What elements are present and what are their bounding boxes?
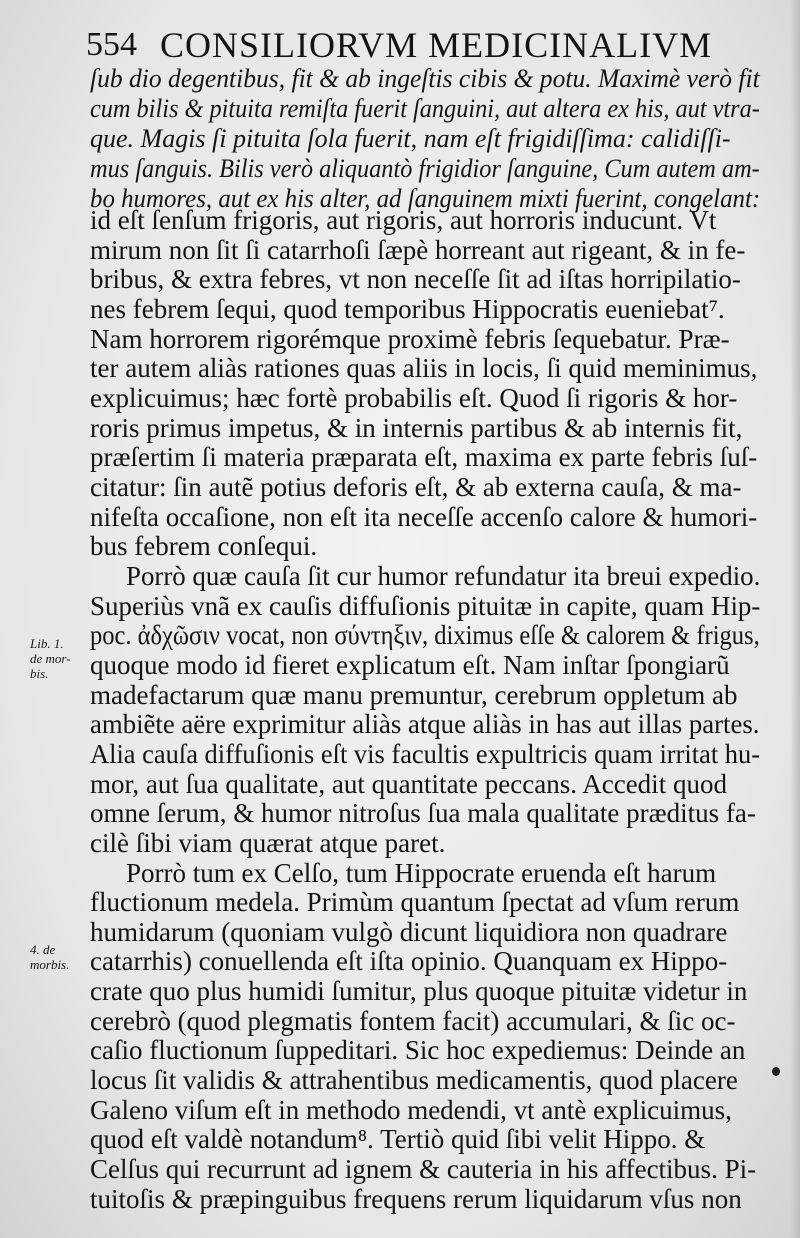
text-line: tuitoſis & præpinguibus frequens rerum liquidarum vſus non — [90, 1184, 742, 1214]
text-line: fluctionum medela. Primùm quantum ſpectat ad vſum rerum — [90, 887, 740, 917]
text-line: mor, aut ſua qualitate, aut quantitate peccans. Accedit quod — [90, 769, 727, 799]
text-line: nifeſta occaſione, non eſt ita neceſſe accenſo calore & humori- — [90, 502, 758, 532]
text-line: caſio fluctionum ſuppeditari. Sic hoc expediemus: Deinde an — [90, 1035, 746, 1065]
text-line: cum bilis & pituita remiſta fuerit ſanguini, aut altera ex his, aut vtra- — [90, 94, 760, 123]
text-line: Nam horrorem rigorémque proximè febris ſequebatur. Præ- — [90, 324, 730, 354]
text-line: Galeno viſum eſt in methodo medendi, vt antè explicuimus, — [90, 1095, 732, 1125]
marginal-note-line: Lib. 1. — [30, 636, 64, 651]
ink-speck — [772, 1067, 780, 1076]
text-line: madefactarum quæ manu premuntur, cerebrum oppletum ab — [90, 680, 738, 710]
text-line: quoque modo id fieret explicatum eſt. Nam inſtar ſpongiarũ — [90, 650, 730, 680]
text-line: bus febrem conſequi. — [90, 531, 318, 561]
page-header — [86, 20, 726, 64]
text-line: locus ſit validis & attrahentibus medicamentis, quod placere — [90, 1065, 738, 1095]
text-line: citatur: ſin autẽ potius deforis eſt, & ab externa cauſa, & ma- — [90, 472, 742, 502]
marginal-note-line: bis. — [30, 666, 49, 681]
text-line: cerebrò (quod plegmatis fontem facit) accumulari, & ſic oc- — [90, 1006, 736, 1036]
page-number: 554 — [86, 26, 137, 63]
text-line: roris primus impetus, & in internis partibus & ab internis fit, — [90, 413, 743, 443]
text-line: ambiẽte aëre exprimitur aliàs atque aliàs in has aut illas partes. — [90, 709, 760, 739]
text-line: bribus, & extra febres, vt non neceſſe ſit ad iſtas horripilatio- — [90, 264, 741, 294]
text-line: catarrhis) conuellenda eſt iſta opinio. Quanquam ex Hippo- — [90, 946, 728, 976]
text-line: quod eſt valdè notandum⁸. Tertiò quid ſibi velit Hippo. & — [90, 1124, 706, 1154]
marginal-note-line: de mor- — [30, 651, 71, 666]
text-line: que. Magis ſi pituita ſola fuerit, nam eſt frigidiſſima: calidiſſi- — [90, 124, 731, 153]
page-edge-shadow — [790, 0, 800, 1238]
text-line: ſub dio degentibus, fit & ab ingeſtis cibis & potu. Maximè verò fit — [90, 64, 760, 93]
text-line: crate quo plus humidi ſumitur, plus quoque pituitæ videtur in — [90, 976, 748, 1006]
text-line: mirum non ſit ſi catarrhoſi ſæpè horreant aut rigeant, & in fe- — [90, 235, 746, 265]
marginal-note — [30, 636, 71, 681]
text-line: præſertim ſi materia præparata eſt, maxima ex parte febris ſuſ- — [90, 442, 758, 472]
text-line: cilè ſibi viam quærat atque paret. — [90, 828, 446, 858]
text-line: nes febrem ſequi, quod temporibus Hippocratis eueniebat⁷. — [90, 294, 725, 324]
text-line: omne ſerum, & humor nitroſus ſua mala qualitate præditus fa- — [90, 798, 756, 828]
text-line: humidarum (quoniam vulgò dicunt liquidiora non quadrare — [90, 917, 728, 947]
text-line: Porrò tum ex Celſo, tum Hippocrate eruenda eſt harum — [126, 858, 717, 888]
marginal-note-line: 4. de — [30, 942, 56, 957]
text-line: Alia cauſa diffuſionis eſt vis facultis expultricis quam irritat hu- — [90, 739, 761, 769]
marginal-note — [30, 942, 69, 972]
text-line: bo humores, aut ex his alter, ad ſanguinem mixti fuerint, congelant: — [90, 184, 761, 213]
text-line: Porrò quæ cauſa ſit cur humor refundatur ita breui expedio. — [126, 561, 761, 591]
text-line: explicuimus; hæc fortè probabilis eſt. Quod ſi rigoris & hor- — [90, 383, 738, 413]
text-line: Superiùs vnã ex cauſis diffuſionis pituitæ in capite, quam Hip- — [90, 591, 761, 621]
text-line: poc. ἀδχῶσιν vocat, non σύντηξιν, diximus eſſe & calorem & frigus, — [90, 620, 760, 650]
text-line: id eſt ſenſum frigoris, aut rigoris, aut horroris inducunt. Vt — [90, 205, 717, 235]
running-title: CONSILIORVM MEDICINALIVM — [160, 25, 713, 65]
text-line: Celſus qui recurrunt ad ignem & cauteria in his affectibus. Pi- — [90, 1154, 757, 1184]
text-line: ter autem aliàs rationes quas aliis in locis, ſi quid meminimus, — [90, 353, 758, 383]
text-line: mus ſanguis. Bilis verò aliquantò frigidior ſanguine, Cum autem am- — [90, 154, 760, 183]
marginal-note-line: morbis. — [30, 957, 70, 972]
